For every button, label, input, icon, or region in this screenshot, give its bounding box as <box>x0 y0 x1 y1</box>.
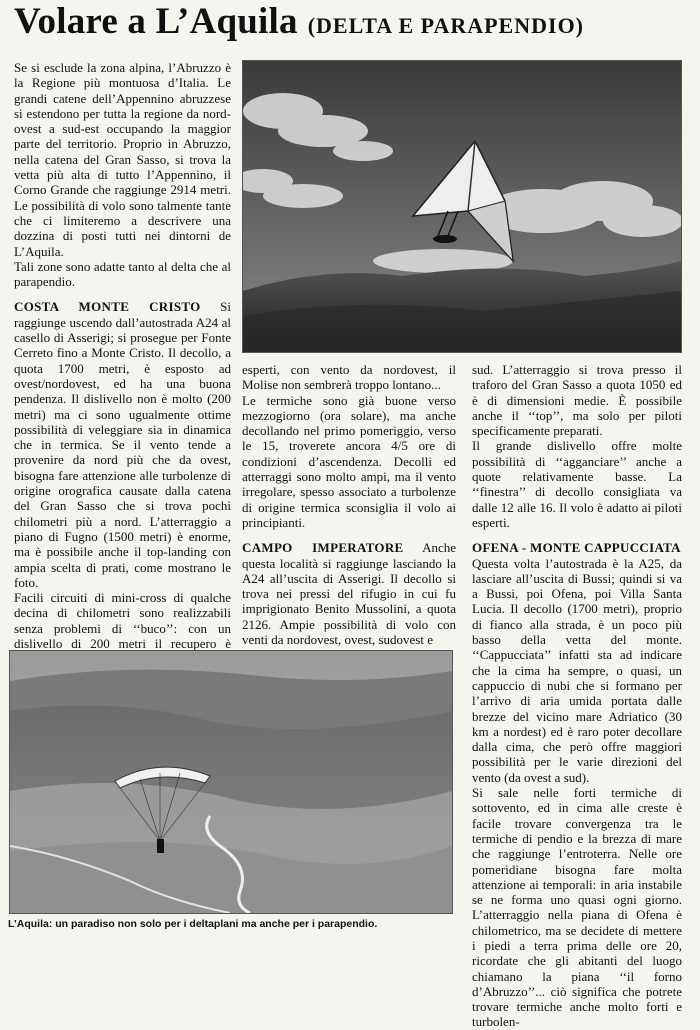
photo-hang-glider <box>242 60 682 353</box>
photo-paraglider <box>9 650 453 914</box>
title-main: Volare a L’Aquila <box>14 1 298 42</box>
column-left <box>14 60 231 667</box>
section-heading-costa: COSTA MONTE CRISTO <box>14 299 201 315</box>
section-heading-ofena: OFENA - MONTE CAPPUCCIATA <box>472 540 681 556</box>
campo-continued-2: Il grande dislivello offre molte possibilità di ‘‘agganciare’’ anche a quote relativamente basse. La ‘‘finestra’’ di decollo consigliata va dalle 12 alle 16. Il volo è adatto ai piloti esperti. <box>472 438 682 530</box>
intro-paragraph-1: Se si esclude la zona alpina, l’Abruzzo è la Regione più montuosa d’Italia. Le grandi catene dell’Appennino abruzzese si estendono per tutta la regione da nord-ovest a sud-est occupando la maggior parte del territorio. Proprio in Abruzzo, nella catena del Gran Sasso, si trova la vetta più alta di tutto l’Appennino, il Corno Grande che raggiunge 2914 metri. Le possibilità di volo sono talmente tante che ci limiteremo a descrivere una dozzina di posti tutti nei dintorni de L’Aquila. <box>14 60 231 259</box>
section-heading-campo: CAMPO IMPERATORE <box>242 540 404 556</box>
article-title <box>14 0 694 48</box>
costa-paragraph <box>14 299 231 590</box>
ofena-paragraph-2: Si sale nelle forti termiche di sottovento, ed in cima alle creste è facile trovare convergenza tra le termiche di pendio e la brezza di mare che raggiunge l’entroterra. Nelle ore pomeridiane bisogna fare molta attenzione ai temporali: in aria instabile se ne forma uno quasi ogni giorno. L’atterraggio nella piana di Ofena è chilometrico, ma se decidete di mettere i piedi a terra prima delle ore 20, ricordate che gli abitanti del luogo chiamano la piana ‘‘il forno d’Abruzzo’’... ciò significa che potrete trovare termiche anche molto forti e turbolen- <box>472 785 682 1030</box>
ofena-paragraph-1: Questa volta l’autostrada è la A25, da lasciare all’uscita di Bussi; quindi si va a Bussi, poi Ofena, poi Villa Santa Lucia. Il decollo (1700 metri), proprio di fianco alla strada, è un poco più basso della vetta del monte. ‘‘Cappucciata’’ infatti sta ad indicare che la cima ha sempre, o quasi, un cappuccio di nubi che si formano per l’arrivo di aria umida portata dalle brezze del vicino mare Adriatico (30 km a nordest) ed è raro poter decollare dalla cima, che però offre maggiori possibilità per le varie direzioni del vento (da ovest a sud). <box>472 555 682 785</box>
campo-continued-1: sud. L’atterraggio si trova presso il traforo del Gran Sasso a quota 1050 ed è di dimensioni medie. È possibile anche il ‘‘top’’, ma solo per piloti specificamente preparati. <box>472 362 682 439</box>
column-middle <box>242 362 456 647</box>
photo-caption: L’Aquila: un paradiso non solo per i deltaplani ma anche per i parapendio. <box>8 918 378 930</box>
hang-glider-image <box>243 61 681 352</box>
paraglider-image <box>10 651 452 913</box>
title-subtitle: (DELTA E PARAPENDIO) <box>307 13 585 38</box>
intro-paragraph-2: Tali zone sono adatte tanto al delta che al parapendio. <box>14 258 231 290</box>
column-right <box>472 362 682 1030</box>
campo-text: Anche questa località si raggiunge lasciando la A24 all’uscita di Asserigi. Il decollo si trova nei pressi del rifugio in cui fu imprigionato Benito Mussolini, a quota 2126. Ampie possibilità di volo con venti da nordovest, ovest, sudovest e <box>242 540 456 648</box>
costa-continued-2: Le termiche sono già buone verso mezzogiorno (ora solare), ma anche decollando nel primo pomeriggio, verso le 15, troverete ancora 4/5 ore di condizioni d’ascendenza. Decolli ed atterraggi sono molto ampi, ma il vento irregolare, spesso associato a turbolenze di origine termica sconsiglia il volo ai principianti. <box>242 392 456 530</box>
costa-paragraph-2: Facili circuiti di mini-cross di qualche decina di chilometri sono realizzabili senza problemi di ‘‘buco’’: con un dislivello di 200 metri il recupero è <box>14 590 231 651</box>
campo-paragraph <box>242 540 456 647</box>
costa-text: Si raggiunge uscendo dall’autostrada A24 al casello di Asserigi; si prosegue per Fonte Cerreto fino a Monte Cristo. Il decollo, a quota 1700 metri, è esposto ad ovest/nordovest, ed ha una buona pendenza. Il dislivello non è molto (200 metri) ma ci sono ugualmente ottime possibilità di veleggiare sia in dinamica che in termica. Se il vento tende a provenire da nord più che da ovest, bisogna fare attenzione alle turbolenze di origine orografica causate dalla catena del Gran Sasso che si trova pochi chilometri più a nord. L’atterraggio a piano di Fugno (1500 metri) è enorme, ma è possibile anche il top-landing con ampia scelta di prati, come mostrano le foto. <box>14 299 231 590</box>
costa-continued-1: esperti, con vento da nordovest, il Molise non sembrerà troppo lontano... <box>242 362 456 393</box>
